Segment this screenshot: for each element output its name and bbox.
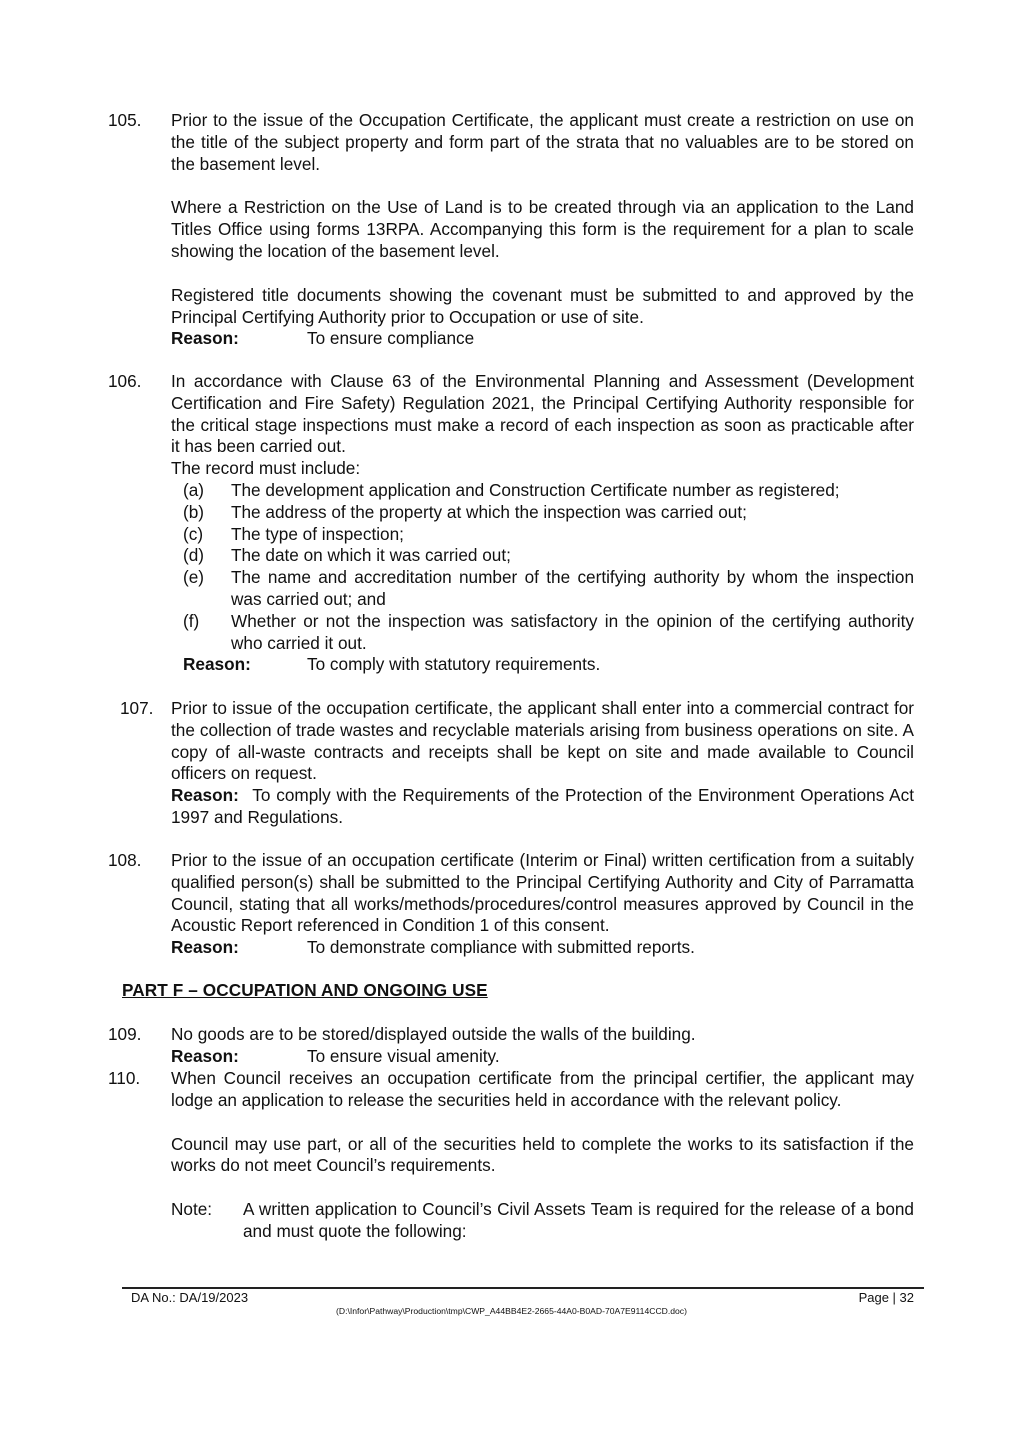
condition-paragraph: The record must include:: [171, 458, 361, 479]
condition-paragraph: Prior to the issue of an occupation certificate (Interim or Final) written certification from a suitably qualified person(s) shall be submitted to the Principal Certifying Authority and City of Parramatta Council, stating that all works/methods/procedures/control measures approved by Council in the Acoustic Report referenced in Condition 1 of this consent.: [171, 850, 914, 936]
note-label: Note:: [171, 1199, 213, 1220]
reason-line: [171, 785, 914, 829]
reason-line: [171, 1046, 914, 1068]
footer-da-number: DA No.: DA/19/2023: [131, 1290, 249, 1305]
list-item-label: (a): [183, 479, 205, 500]
reason-text: To comply with the Requirements of the Protection of the Environment Operations Act 1997 and Regulations.: [171, 785, 915, 827]
footer-file-path: (D:\Infor\Pathway\Production\tmp\CWP_A44BB4E2-2665-44A0-B0AD-70A7E9114CCD.doc): [336, 1306, 687, 1316]
list-item-text: The name and accreditation number of the certifying authority by whom the inspection was carried out; and: [231, 567, 914, 609]
note: [171, 1199, 914, 1243]
condition-paragraph: Prior to issue of the occupation certificate, the applicant shall enter into a commercial contract for the collection of trade wastes and recyclable materials arising from business operations on site. A copy of all-waste contracts and receipts shall be kept on site and made available to Council officers on request.: [171, 698, 914, 784]
reason-text: To ensure visual amenity.: [307, 1045, 500, 1066]
condition-number: 110.: [108, 1068, 141, 1088]
condition-110: [108, 1068, 914, 1243]
reason-label: Reason:: [171, 785, 239, 806]
condition-paragraph: Where a Restriction on the Use of Land is to be created through via an application to the Land Titles Office using forms 13RPA. Accompanying this form is the requirement for a plan to scale showing the location of the basement level.: [171, 197, 914, 261]
footer-divider: [122, 1287, 924, 1289]
list-item-label: (b): [183, 501, 205, 522]
list-item-label: (c): [183, 523, 204, 544]
list-item: [171, 567, 914, 611]
condition-paragraph: In accordance with Clause 63 of the Environmental Planning and Assessment (Development Certification and Fire Safety) Regulation 2021, the Principal Certifying Authority responsible for the critical stage inspections must make a record of each inspection as soon as practicable after it has been carried out.: [171, 371, 914, 457]
condition-number: 107.: [120, 698, 154, 718]
condition-107: [108, 698, 914, 829]
inspection-record-list: [171, 480, 914, 654]
part-heading: PART F – OCCUPATION AND ONGOING USE: [122, 980, 488, 1000]
footer-page-number: Page | 32: [858, 1290, 914, 1305]
condition-paragraph: Council may use part, or all of the securities held to complete the works to its satisfaction if the works do not meet Council’s requirements.: [171, 1133, 914, 1176]
reason-text: To demonstrate compliance with submitted reports.: [307, 937, 695, 958]
condition-number: 109.: [108, 1024, 142, 1044]
condition-paragraph: Prior to the issue of the Occupation Certificate, the applicant must create a restriction on use on the title of the subject property and form part of the strata that no valuables are to be stored on the basement level.: [171, 110, 914, 174]
reason-text: To ensure compliance: [307, 328, 475, 349]
condition-paragraph: Registered title documents showing the covenant must be submitted to and approved by the Principal Certifying Authority prior to Occupation or use of site.: [171, 284, 914, 327]
reason-label: Reason:: [171, 328, 239, 349]
reason-label: Reason:: [171, 937, 239, 958]
reason-label: Reason:: [183, 654, 251, 675]
list-item-text: The address of the property at which the inspection was carried out;: [231, 501, 747, 522]
condition-number: 106.: [108, 371, 142, 391]
list-item-label: (f): [183, 610, 200, 631]
condition-106: [108, 371, 914, 676]
condition-paragraph: No goods are to be stored/displayed outside the walls of the building.: [171, 1024, 696, 1044]
condition-105: [108, 110, 914, 350]
reason-text: To comply with statutory requirements.: [307, 654, 601, 675]
list-item: [171, 545, 914, 567]
list-item: [171, 502, 914, 524]
condition-number: 105.: [108, 110, 142, 130]
reason-label: Reason:: [171, 1045, 239, 1066]
reason-line: [183, 654, 914, 676]
reason-line: [171, 937, 914, 959]
list-item-text: The type of inspection;: [231, 523, 404, 544]
list-item-label: (d): [183, 545, 205, 566]
list-item: [171, 480, 914, 502]
reason-line: [171, 328, 914, 350]
note-text: A written application to Council’s Civil Assets Team is required for the release of a bond and must quote the following:: [243, 1199, 914, 1241]
list-item: [171, 524, 914, 546]
condition-number: 108.: [108, 850, 142, 870]
list-item-text: The development application and Construction Certificate number as registered;: [231, 479, 840, 500]
list-item-text: The date on which it was carried out;: [231, 545, 511, 566]
condition-108: [108, 850, 914, 959]
list-item-text: Whether or not the inspection was satisfactory in the opinion of the certifying authority who carried it out.: [231, 610, 914, 653]
condition-paragraph: When Council receives an occupation certificate from the principal certifier, the applicant may lodge an application to release the securities held in accordance with the relevant policy.: [171, 1068, 914, 1110]
list-item-label: (e): [183, 567, 205, 588]
condition-109: [108, 1024, 914, 1068]
list-item: [171, 611, 914, 655]
